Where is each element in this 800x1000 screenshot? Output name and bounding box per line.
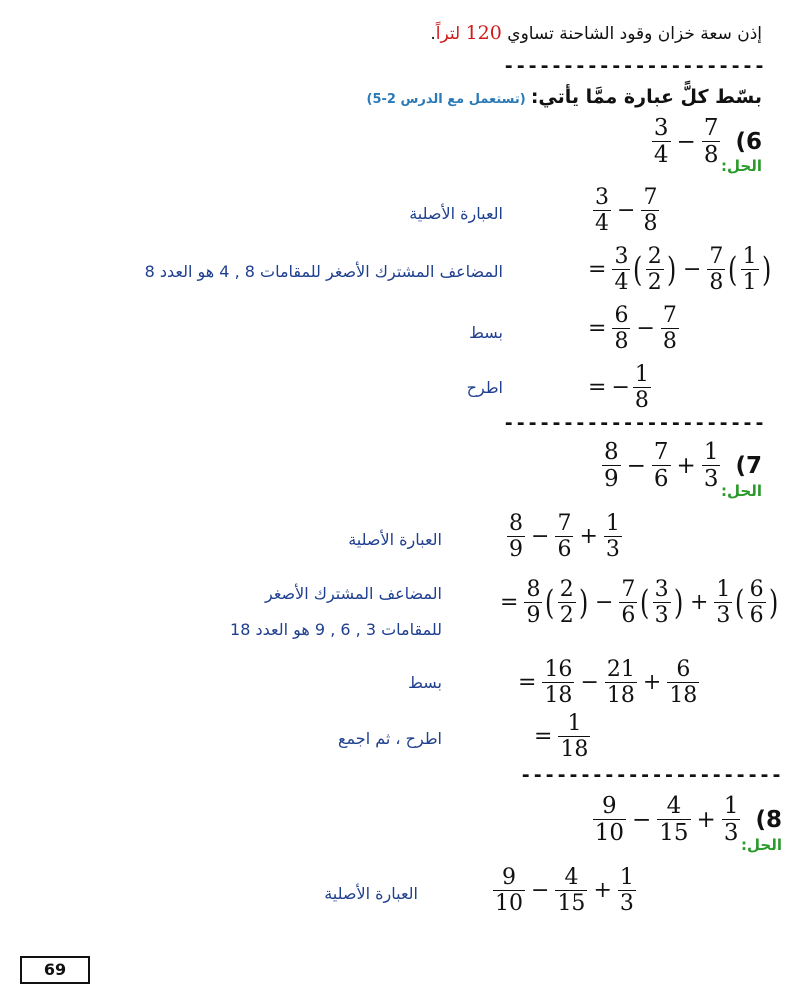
fraction: $\frac{7}{8}$	[703, 115, 719, 169]
p6-note-lcd: المضاعف المشترك الأصغر للمقامات 8 , 4 هو العدد 8	[144, 262, 503, 281]
intro-value: 120	[465, 22, 502, 44]
p6-step-result: = − $\frac{1}{8}$	[588, 362, 649, 414]
solution-label: الحل:	[721, 157, 762, 175]
intro-line	[430, 22, 762, 44]
p8-note-original: العبارة الأصلية	[324, 884, 418, 903]
p7-note-original: العبارة الأصلية	[348, 530, 442, 549]
heading-title: بسّط كلًّ عبارة ممَّا يأتي:	[530, 86, 762, 108]
problem-8-expression: $\frac{9}{10}$ − $\frac{4}{15}$ + $\frac{1}{3}$	[594, 793, 739, 847]
p8-step-original: $\frac{9}{10}$ − $\frac{4}{15}$ + $\frac{1}{3}$	[495, 865, 634, 917]
intro-end: .	[430, 24, 436, 44]
heading-reference: (تستعمل مع الدرس 2-5)	[366, 92, 526, 107]
separator: ----------------------	[503, 412, 766, 434]
p6-step-simplify: = $\frac{6}{8}$ − $\frac{7}{8}$	[588, 303, 677, 355]
page-number: 69	[20, 956, 90, 984]
p6-step-lcd: = $\frac{3}{4}$ ( $\frac{2}{2}$ ) − $\frac{7}{8}$ ( $\frac{1}{1}$ )	[588, 244, 771, 296]
separator: ----------------------	[503, 55, 766, 77]
p7-note-subtract-add: اطرح ، ثم اجمع	[338, 729, 442, 748]
p6-note-simplify: بسط	[469, 323, 503, 342]
p7-step-lcd: = $\frac{8}{9}$ ( $\frac{2}{2}$ ) − $\frac{7}{6}$ ( $\frac{3}{3}$ ) + $\frac{1}{3}$ ( $\frac{6}{6}$ )	[500, 577, 778, 629]
p6-note-original: العبارة الأصلية	[409, 204, 503, 223]
solution-label: الحل:	[721, 482, 762, 500]
intro-text: إذن سعة خزان وقود الشاحنة تساوي	[507, 24, 762, 44]
p7-step-original: $\frac{8}{9}$ − $\frac{7}{6}$ + $\frac{1}{3}$	[509, 511, 620, 563]
p7-step-simplify: = $\frac{16}{18}$ − $\frac{21}{18}$ + $\frac{6}{18}$	[518, 657, 698, 709]
p7-step-result: = $\frac{1}{18}$	[534, 711, 589, 763]
p6-note-subtract: اطرح	[466, 378, 503, 397]
problem-7-expression: $\frac{8}{9}$ − $\frac{7}{6}$ + $\frac{1}{3}$	[603, 439, 719, 493]
problem-number: 8)	[755, 806, 782, 833]
p6-step-original: $\frac{3}{4}$ − $\frac{7}{8}$	[595, 185, 658, 237]
separator: ----------------------	[520, 764, 783, 786]
intro-unit: لتراً	[435, 24, 461, 44]
problem-6-expression: $\frac{3}{4}$ − $\frac{7}{8}$	[653, 115, 719, 169]
p7-note-denominators: للمقامات 3 , 6 , 9 هو العدد 18	[230, 620, 442, 639]
p7-note-simplify: بسط	[408, 673, 442, 692]
p7-note-lcd: المضاعف المشترك الأصغر	[265, 584, 442, 603]
exercise-heading	[366, 86, 762, 108]
solution-label: الحل:	[741, 836, 782, 854]
fraction: $\frac{3}{4}$	[653, 115, 669, 169]
problem-number: 6)	[735, 128, 762, 155]
problem-number: 7)	[735, 452, 762, 479]
